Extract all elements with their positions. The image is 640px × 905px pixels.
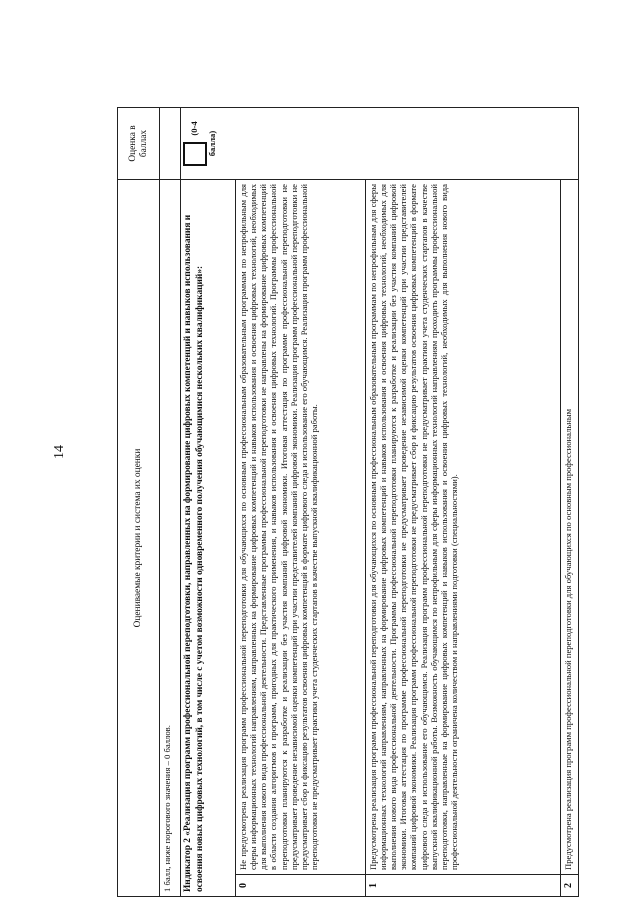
table-row: [235, 108, 365, 897]
row-number: 1: [365, 875, 560, 897]
row-description: Предусмотрена реализация программ профессиональной переподготовки для обучающихся по основным профессиональным образовательным программам по непрофильным для сферы информационных технологий направлениям, направленных на формирование цифровых компетенций и навыков использования и освоения цифровых технологий, необходимых для выполнения нового вида профессиональной деятельности. Программы профессиональной переподготовки планируются к разработке и реализации без участия компаний цифровой экономики. Итоговая аттестация по программе профессиональной переподготовки не предусматривает проведение независимой оценки компетенций при участии представителей компаний цифровой экономики. Реализация программ профессиональной переподготовки не предусматривает сбор и фиксацию результатов освоения цифровых компетенций в формате цифрового следа и использование его обучающимся. Реализация программ профессиональной переподготовки не предусматривает практики учета студенческих стартапов в качестве выпускной квалификационной работы. Возможность обучающимся по непрофильным для сферы информационных технологий направлениям проходить программы профессиональной переподготовки, направленные на формирование цифровых компетенций и навыков использования и освоения цифровых технологий, необходимых для выполнения нового вида профессиональной деятельности ограничена количеством и направлениями подготовки (специальностями).: [365, 180, 560, 875]
row-description: Предусмотрена реализация программ профессиональной переподготовки для обучающихся по основным профессиональным: [560, 180, 578, 875]
table-header-row: [118, 108, 160, 897]
table-row: [560, 108, 578, 897]
row-description: Не предусмотрена реализация программ профессиональной переподготовки для обучающихся по основным профессиональным образовательным программам по непрофильным для сферы информационных технологий направлениям, направленных на формирование цифровых компетенций и навыков использования и освоения цифровых технологий, необходимых для выполнения нового вида профессиональной деятельности. Представленные программы профессиональной переподготовки не направлены на формирование цифровых компетенций в области создания алгоритмов и программ, пригодных для практического применения, и навыков использования и освоения цифровых технологий. Программы профессиональной переподготовки планируются к разработке и реализации без участия компаний цифровой экономики. Итоговая аттестация по программе профессиональной переподготовки не предусматривает проведение независимой оценки компетенций при участии представителей компаний цифровой экономики. Реализация программ профессиональной переподготовки не предусматривает сбор и фиксацию результатов освоения цифровых компетенций в формате цифрового следа и использование его обучающимся. Реализация программ профессиональной переподготовки не предусматривает практики учета студенческих стартапов в качестве выпускной квалификационной работы.: [235, 180, 365, 875]
score-column-header: Оценка в баллах: [118, 108, 160, 180]
table-row: [365, 108, 560, 897]
threshold-note: 1 балл, ниже порогового значения – 0 баллов.: [160, 180, 181, 897]
score-checkbox[interactable]: [183, 142, 207, 166]
row-number: 0: [235, 875, 365, 897]
criteria-table-sheet: [117, 107, 579, 897]
score-cell: [180, 108, 578, 180]
criteria-table: [117, 107, 579, 897]
threshold-score-cell: [160, 108, 181, 180]
indicator-title: Индикатор 2 «Реализация программ профессиональной переподготовки, направленных на формирование цифровых компетенций и навыков использования и освоения новых цифровых технологий, в том числе с учетом возможности одновременного получения обучающимися нескольких квалификаций»:: [180, 180, 235, 897]
threshold-row: [160, 108, 181, 897]
page-number: 14: [52, 445, 67, 459]
row-number: 2: [560, 875, 578, 897]
indicator-row: [180, 108, 235, 897]
score-range: (0-4 балла): [188, 121, 217, 157]
criteria-column-header: Оцениваемые критерии и система их оценки: [118, 180, 160, 897]
